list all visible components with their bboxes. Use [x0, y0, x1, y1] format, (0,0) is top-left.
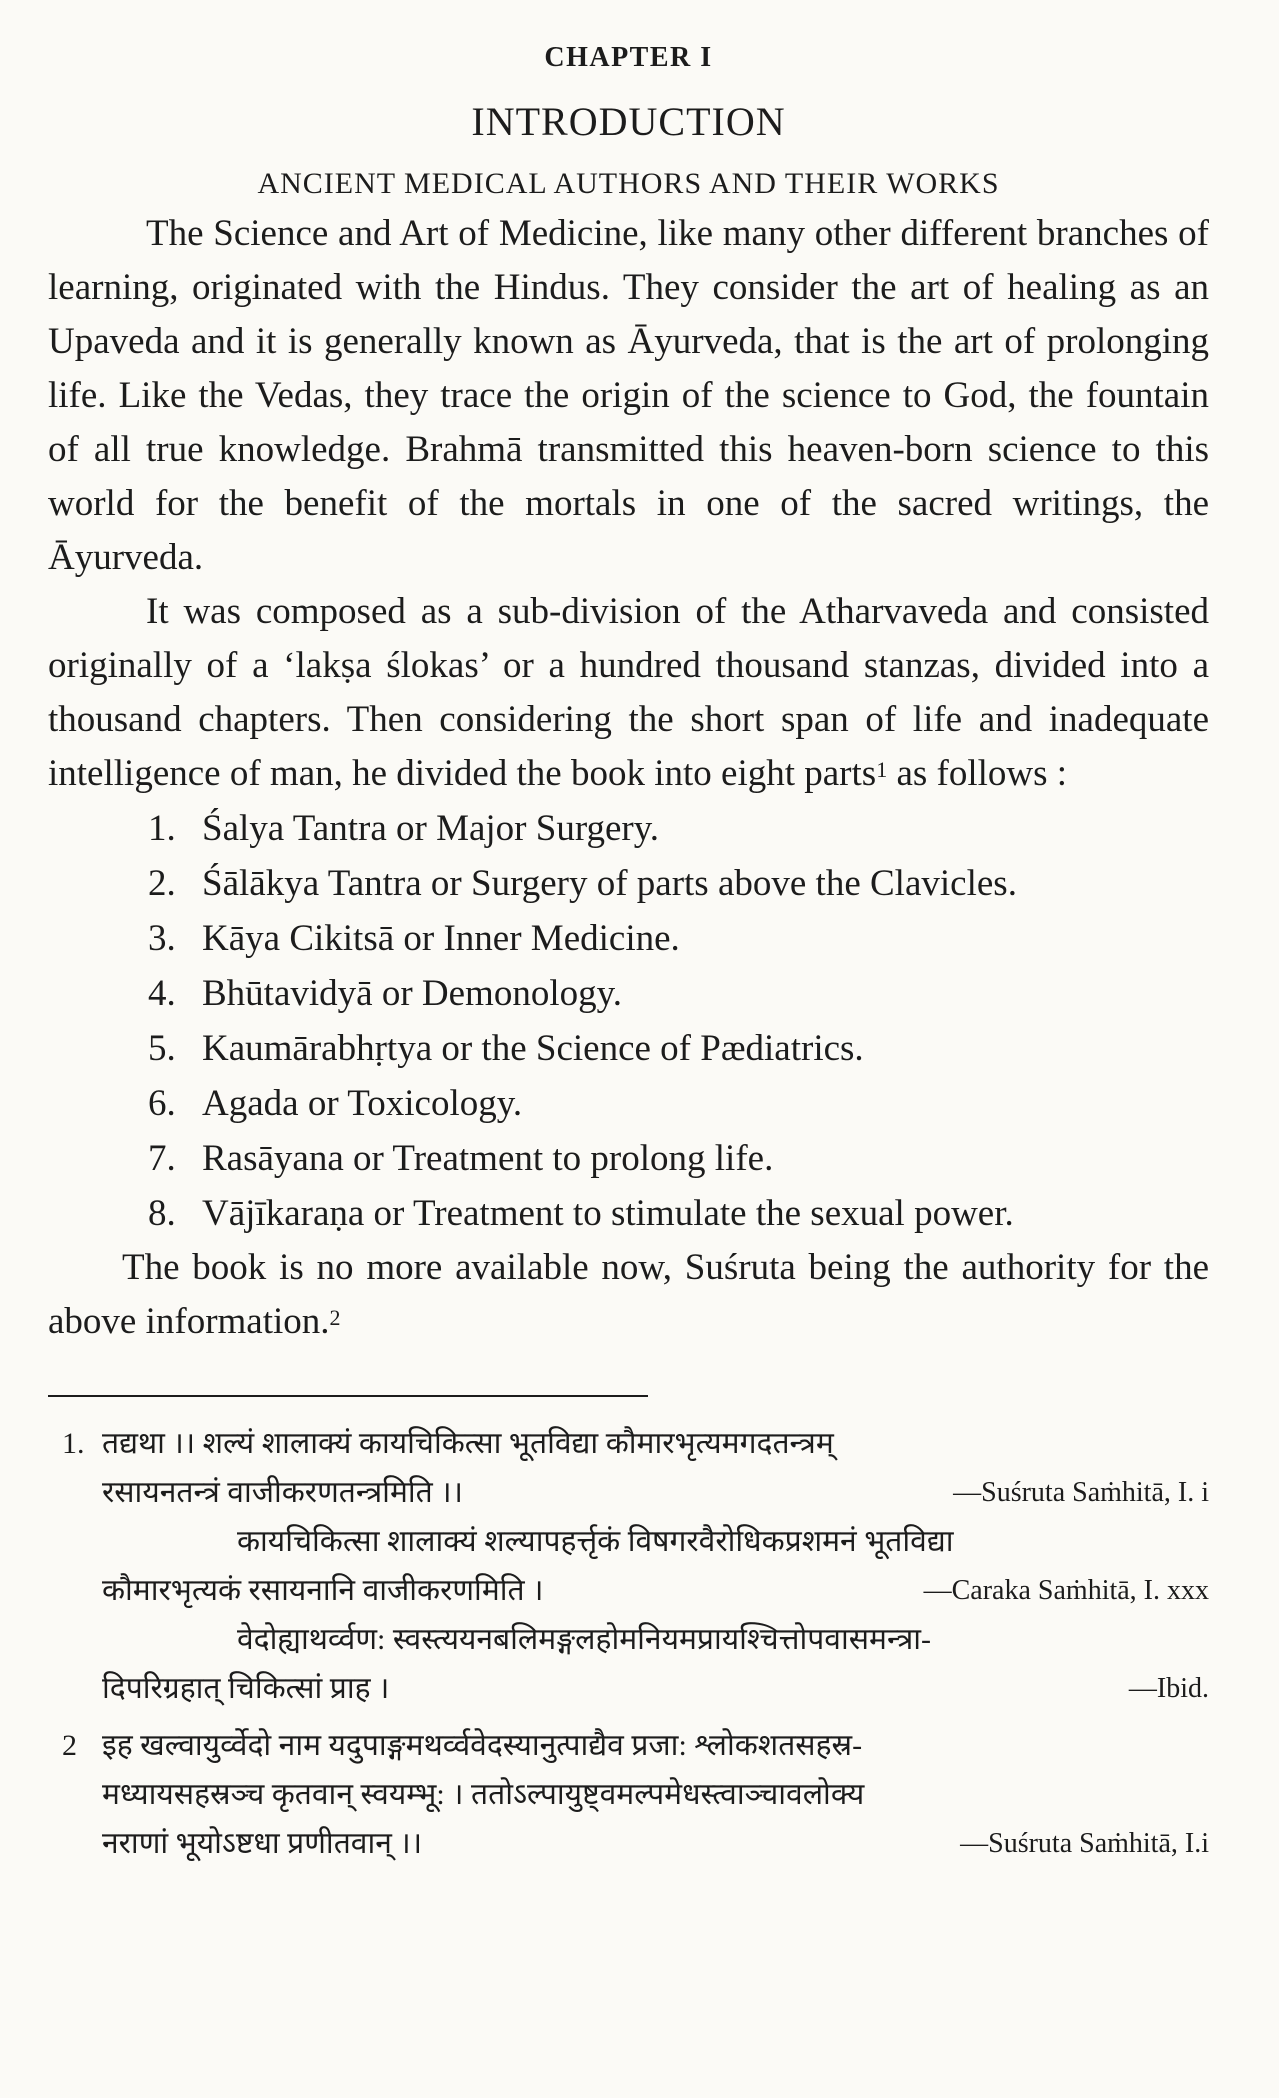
footnote-line	[102, 1419, 1209, 1468]
footnote-line	[102, 1664, 1209, 1713]
list-item-number: 2.	[148, 863, 176, 904]
list-item-text: Vājīkaraṇa or Treatment to stimulate the sexual power.	[202, 1193, 1014, 1234]
footnote-ref-2: 2	[329, 1305, 341, 1330]
footnote-ref-1: 1	[876, 757, 888, 782]
footnote-line	[102, 1615, 1209, 1664]
footnote-line	[102, 1468, 1209, 1517]
list-item-text: Śālākya Tantra or Surgery of parts above the Clavicles.	[202, 863, 1017, 904]
list-item-number: 4.	[148, 973, 176, 1014]
list-item-text: Bhūtavidyā or Demonology.	[202, 973, 622, 1014]
sanskrit-text: वेदोह्याथर्व्वण: स्वस्त्ययनबलिमङ्गलहोमनियमप्रायश्चित्तोपवासमन्त्रा-	[237, 1623, 932, 1656]
sanskrit-text: रसायनतन्त्रं वाजीकरणतन्त्रमिति ।।	[102, 1476, 463, 1509]
footnote-line	[102, 1721, 1209, 1770]
list-item-number: 6.	[148, 1083, 176, 1124]
list-item-text: Rasāyana or Treatment to prolong life.	[202, 1138, 774, 1179]
list-item-text: Kaumārabhṛtya or the Science of Pædiatrics.	[202, 1028, 864, 1069]
list-item-text: Agada or Toxicology.	[202, 1083, 523, 1124]
list-item	[148, 856, 1209, 911]
sanskrit-text: मध्यायसहस्रञ्च कृतवान् स्वयम्भू: । ततोऽल्पायुष्ट्वमल्पमेधस्त्वाञ्चावलोक्य	[102, 1778, 865, 1811]
footnote-number: 1.	[62, 1427, 85, 1460]
footnote-line	[102, 1770, 1209, 1819]
footnote-line	[102, 1517, 1209, 1566]
list-item-number: 1.	[148, 808, 176, 849]
source-citation: —Caraka Saṁhitā, I. xxx	[923, 1575, 1209, 1606]
list-item-number: 8.	[148, 1193, 176, 1234]
footnote	[48, 1721, 1209, 1868]
sanskrit-text: कायचिकित्सा शालाक्यं शल्यापहर्त्तृकं विषगरवैरोधिकप्रशमनं भूतविद्या	[237, 1525, 954, 1558]
sanskrit-text: कौमारभृत्यकं रसायनानि वाजीकरणमिति ।	[102, 1574, 544, 1607]
sanskrit-text: इह खल्वायुर्व्वेदो नाम यदुपाङ्गमथर्व्ववेदस्यानुत्पाद्यैव प्रजा: श्लोकशतसहस्र-	[102, 1729, 863, 1762]
footnote-body	[102, 1419, 1209, 1713]
footnote-line	[102, 1819, 1209, 1868]
section-subtitle: ANCIENT MEDICAL AUTHORS AND THEIR WORKS	[257, 167, 1000, 200]
list-item-number: 5.	[148, 1028, 176, 1069]
footnotes	[48, 1419, 1209, 1868]
list-item	[148, 801, 1209, 856]
paragraph-2	[48, 585, 1209, 801]
list-item	[148, 1186, 1209, 1241]
source-citation: —Suśruta Saṁhitā, I. i	[953, 1477, 1209, 1508]
footnote	[48, 1419, 1209, 1713]
sanskrit-text: तद्यथा ।। शल्यं शालाक्यं कायचिकित्सा भूतविद्या कौमारभृत्यमगदतन्त्रम्	[102, 1427, 834, 1460]
paragraph-1: The Science and Art of Medicine, like many other different branches of learning, originated with the Hindus. They consider the art of healing as an Upaveda and it is generally known as Āyurveda, that is the art of prolonging life. Like the Vedas, they trace the origin of the science to God, the fountain of all true knowledge. Brahmā transmitted this heaven-born science to this world for the benefit of the mortals in one of the sacred writings, the Āyurveda.	[48, 213, 1209, 578]
list-item	[148, 1076, 1209, 1131]
source-citation: —Suśruta Saṁhitā, I.i	[960, 1828, 1209, 1859]
footnote-number: 2	[62, 1729, 77, 1762]
page-title: INTRODUCTION	[471, 99, 786, 144]
paragraph-3	[48, 1241, 1209, 1349]
list-item	[148, 911, 1209, 966]
list-item	[148, 966, 1209, 1021]
list-item-number: 3.	[148, 918, 176, 959]
source-citation: —Ibid.	[1128, 1673, 1209, 1704]
paragraph-3-text: The book is no more available now, Suśruta being the authority for the above information.	[48, 1247, 1209, 1342]
sanskrit-text: दिपरिग्रहात् चिकित्सां प्राह ।	[102, 1672, 390, 1705]
footnote-line	[102, 1566, 1209, 1615]
paragraph-2-text: It was composed as a sub-division of the Atharvaveda and consisted originally of a ‘lakṣa ślokas’ or a hundred thousand stanzas, divided into a thousand chapters. Then considering the short span of life and inadequate intelligence of man, he divided the book into eight parts	[48, 591, 1209, 794]
list-item-text: Kāya Cikitsā or Inner Medicine.	[202, 918, 680, 959]
list-item	[148, 1021, 1209, 1076]
list-item-text: Śalya Tantra or Major Surgery.	[202, 808, 660, 849]
eight-parts-list	[48, 801, 1209, 1241]
paragraph-2-end: as follows :	[887, 753, 1068, 794]
footnote-body	[102, 1721, 1209, 1868]
list-item-number: 7.	[148, 1138, 176, 1179]
list-item	[148, 1131, 1209, 1186]
footnote-divider	[48, 1395, 648, 1397]
sanskrit-text: नराणां भूयोऽष्टधा प्रणीतवान् ।।	[102, 1827, 423, 1860]
chapter-heading: CHAPTER I	[544, 42, 713, 73]
